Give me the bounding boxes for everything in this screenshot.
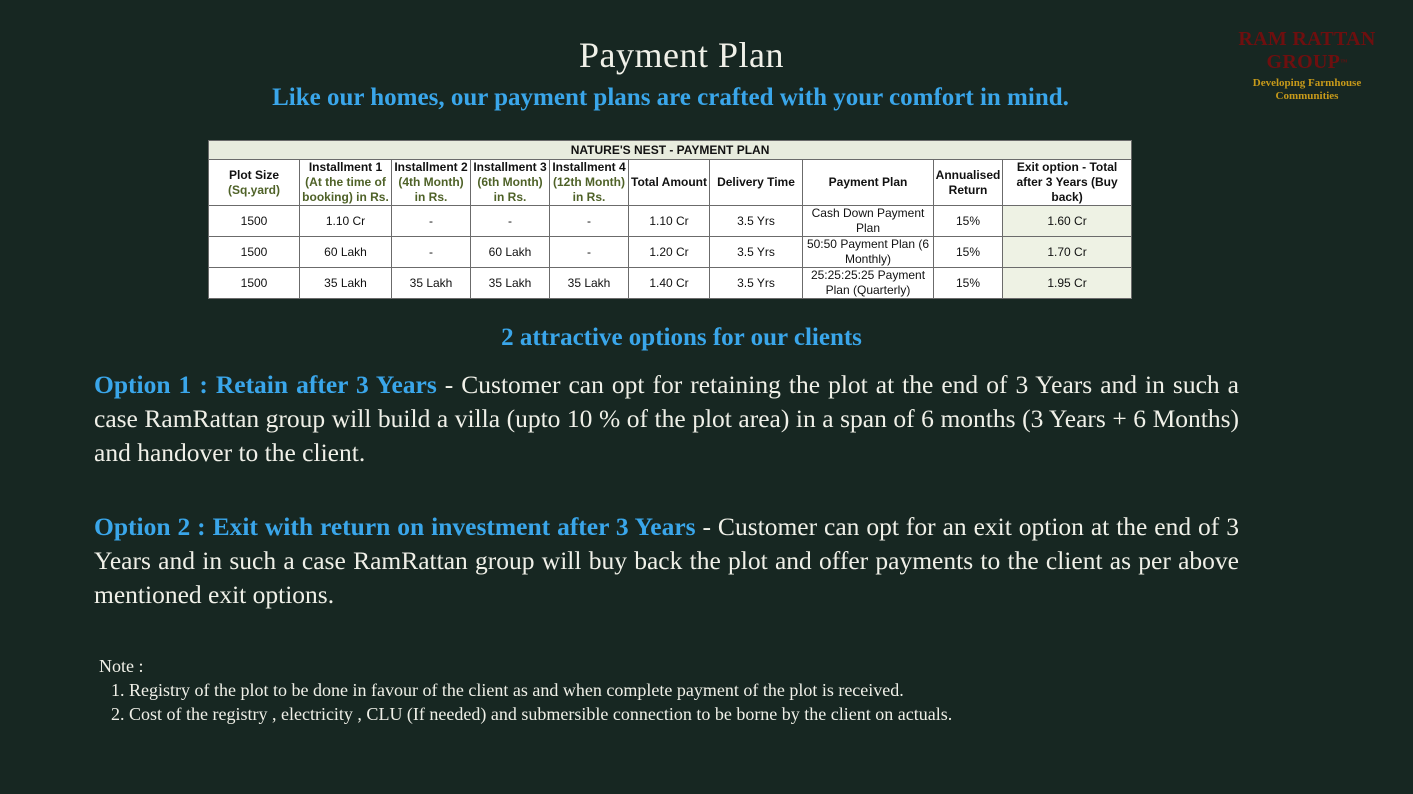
table-cell: 60 Lakh [300,237,392,268]
note-list [99,678,952,726]
column-header-main: Plot Size [228,167,279,182]
note-label: Note : [99,656,144,676]
table-cell: 15% [934,206,1003,237]
column-header [550,160,629,206]
column-header [209,160,300,206]
trademark-icon: ™ [1340,58,1348,66]
column-header-main: Payment Plan [828,175,908,189]
table-cell: 1500 [209,237,300,268]
table-header-row [209,160,1132,206]
column-header [803,160,934,206]
table-cell: Cash Down Payment Plan [803,206,934,237]
options-heading: 2 attractive options for our clients [501,324,862,351]
option-2-title: Option 2 : Exit with return on investment after 3 Years [94,512,696,541]
column-header [629,160,710,206]
column-header [1003,160,1132,206]
table-cell: 60 Lakh [471,237,550,268]
table-cell: 35 Lakh [300,268,392,299]
column-header-main: Installment 1 [308,160,383,174]
table-cell: 3.5 Yrs [710,206,803,237]
table-caption: NATURE'S NEST - PAYMENT PLAN [209,141,1132,160]
column-header-main: Installment 3 [473,160,547,174]
table-cell: - [471,206,550,237]
table-body [209,206,1132,299]
option-1-text: - Customer can opt for retaining the plot at the end of 3 Years and in such a case RamRattan group will build a villa (upto 10 % of the plot area) in a span of 6 months (3 Years + 6 Months) and handover to the client. [94,370,1239,467]
payment-plan-table [208,140,1132,299]
column-header-sub: (6th Month) in Rs. [477,175,543,204]
table-cell: 1500 [209,206,300,237]
column-header-main: Total Amount [631,175,707,189]
table-cell: 1.20 Cr [629,237,710,268]
option-2-text: - Customer can opt for an exit option at the end of 3 Years and in such a case RamRattan group will buy back the plot and offer payments to the client as per above mentioned exit options. [94,512,1239,609]
column-header [934,160,1003,206]
column-header-sub: (Sq.yard) [227,182,280,197]
note-item: 2. Cost of the registry , electricity , CLU (If needed) and submersible connection to be borne by the client on actuals. [129,702,952,726]
option-1 [94,368,1239,470]
note-section [99,654,952,726]
table-cell: 35 Lakh [550,268,629,299]
table-cell: 1.70 Cr [1003,237,1132,268]
table-row [209,206,1132,237]
company-logo [1222,28,1392,103]
table-row [209,268,1132,299]
table-cell: 35 Lakh [471,268,550,299]
table-cell: - [550,237,629,268]
table-cell: 15% [934,268,1003,299]
table-cell: - [392,237,471,268]
column-header-main: Delivery Time [717,175,795,189]
table-cell: 1.95 Cr [1003,268,1132,299]
table-cell: 1500 [209,268,300,299]
table-cell: 50:50 Payment Plan (6 Monthly) [803,237,934,268]
column-header [471,160,550,206]
column-header-sub: (At the time of booking) in Rs. [302,175,389,204]
column-header-main: Annualised Return [935,167,1001,197]
table-cell: 25:25:25:25 Payment Plan (Quarterly) [803,268,934,299]
option-2 [94,510,1239,612]
column-header [300,160,392,206]
table-cell: 1.10 Cr [629,206,710,237]
page-title: Payment Plan [579,35,784,75]
table-cell: 3.5 Yrs [710,237,803,268]
table-row [209,237,1132,268]
column-header [710,160,803,206]
column-header-main: Installment 4 [552,160,626,174]
column-header-sub: (4th Month) in Rs. [398,175,464,204]
table-cell: 35 Lakh [392,268,471,299]
column-header-sub: (12th Month) in Rs. [553,175,625,204]
page-subtitle: Like our homes, our payment plans are crafted with your comfort in mind. [272,84,1069,111]
column-header-main: Installment 2 [394,160,468,174]
logo-tagline: Developing Farmhouse Communities [1252,77,1362,102]
option-1-title: Option 1 : Retain after 3 Years [94,370,437,399]
table-cell: 1.40 Cr [629,268,710,299]
table-cell: 15% [934,237,1003,268]
table-cell: 1.60 Cr [1003,206,1132,237]
table-cell: 1.10 Cr [300,206,392,237]
column-header [392,160,471,206]
table-cell: - [550,206,629,237]
table-cell: - [392,206,471,237]
table-cell: 3.5 Yrs [710,268,803,299]
logo-name: RAM RATTAN GROUP™ [1238,28,1376,73]
note-item: 1. Registry of the plot to be done in favour of the client as and when complete payment of the plot is received. [129,678,952,702]
column-header-main: Exit option - Total after 3 Years (Buy back) [1016,160,1118,204]
